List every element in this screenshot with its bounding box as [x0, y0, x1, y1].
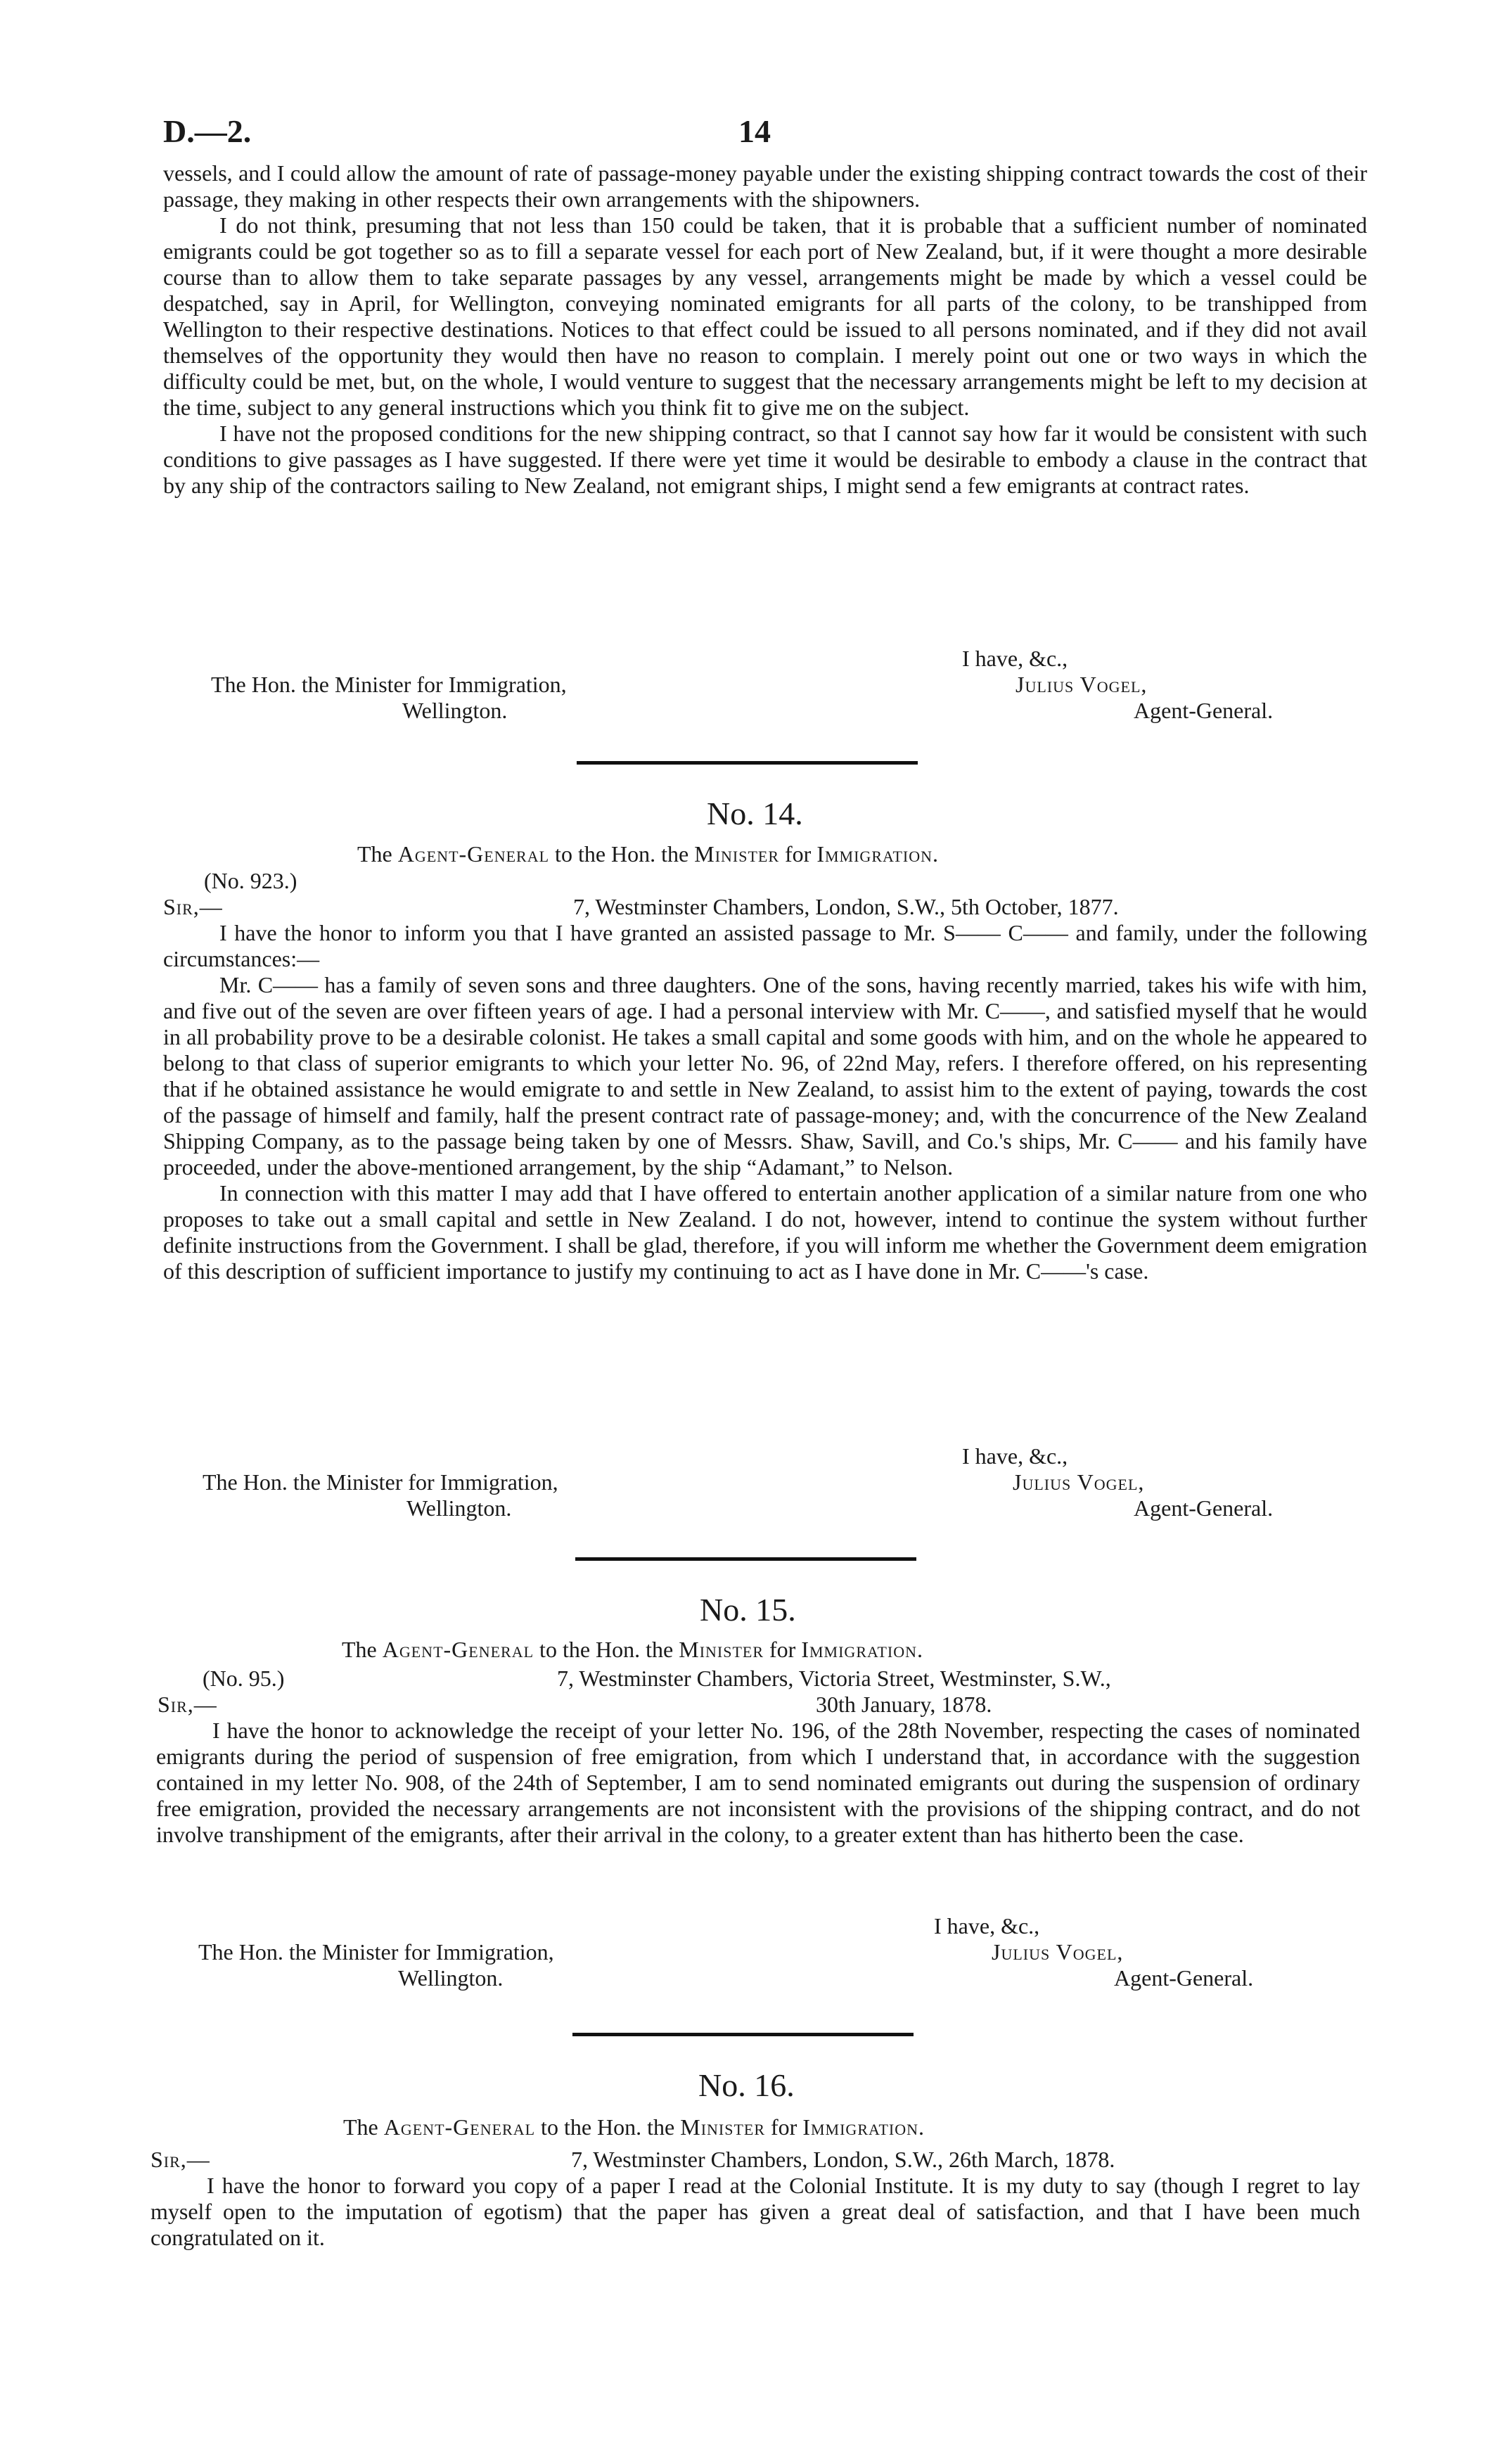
letter-paragraph: I have the honor to acknowledge the receipt of your letter No. 196, of the 28th November, respecting the cases of nominated emigrants during the period of suspension of free emigration, from which I understand that, in accordance with the suggestion contained in my letter No. 908, of the 24th of September, I am to send nominated emigrants out during the suspension of ordinary free emigration, provided the necessary arrangements are not inconsistent with the provisions of the shipping contract, and do not involve transhipment of the emigrants, after their arrival in the colony, to a greater extent than has hitherto been the case.: [156, 1718, 1360, 1847]
letter-reference: (No. 95.): [203, 1666, 285, 1691]
intro-signer-title: Agent-General.: [1134, 698, 1274, 723]
letter-paragraph: I have the honor to inform you that I have granted an assisted passage to Mr. S—— C—— and family, under the following circumstances:—: [163, 920, 1367, 971]
letter15-body: [156, 1718, 1360, 1848]
letter16-body: [150, 2173, 1360, 2251]
letter-signer: Julius Vogel,: [1013, 1469, 1145, 1495]
letter-city: Wellington.: [406, 1495, 512, 1521]
section-divider: [572, 2033, 914, 2036]
letter-signer-title: Agent-General.: [1134, 1495, 1274, 1521]
section-divider: [577, 761, 918, 765]
address-date: 7, Westminster Chambers, London, S.W., 26th March, 1878.: [571, 2147, 1115, 2172]
intro-body: [163, 160, 1367, 499]
letter-title: The Agent-General to the Hon. the Minister for Immigration.: [357, 841, 939, 867]
intro-closing: I have, &c.,: [962, 646, 1068, 671]
letter-paragraph: I have the honor to forward you copy of a paper I read at the Colonial Institute. It is my duty to say (though I regret to lay myself open to the imputation of egotism) that the paper has given a great deal of satisfaction, and that I have been much congratulated on it.: [150, 2173, 1360, 2250]
salutation: Sir,—: [163, 894, 223, 919]
address-date: 7, Westminster Chambers, London, S.W., 5th October, 1877.: [573, 894, 1119, 919]
intro-city: Wellington.: [402, 698, 508, 723]
intro-paragraph: I have not the proposed conditions for the new shipping contract, so that I cannot say how far it would be consistent with such conditions to give passages as I have suggested. If there were yet time it would be desirable to embody a clause in the contract that by any ship of the contractors sailing to New Zealand, not emigrant ships, I might send a few emigrants at contract rates.: [163, 421, 1367, 498]
letter14-body: [163, 920, 1367, 1284]
intro-signer: Julius Vogel,: [1016, 672, 1148, 697]
section-divider: [575, 1557, 916, 1561]
letter-closing: I have, &c.,: [934, 1913, 1040, 1939]
letter-paragraph: In connection with this matter I may add that I have offered to entertain another application of a similar nature from one who proposes to take out a small capital and settle in New Zealand. I do not, however, intend to continue the system without further definite instructions from the Government. I shall be glad, therefore, if you will inform me whether the Government deem emigration of this description of sufficient importance to justify my continuing to act as I have done in Mr. C——'s case.: [163, 1180, 1367, 1284]
letter-addressee: The Hon. the Minister for Immigration,: [203, 1469, 558, 1495]
page-number: 14: [738, 113, 771, 149]
salutation: Sir,—: [158, 1692, 217, 1717]
intro-paragraph: I do not think, presuming that not less than 150 could be taken, that it is probable that a sufficient number of nominated emigrants could be got together so as to fill a separate vessel for each port of New Zealand, but, if it were thought a more desirable course than to allow them to take separate passages by any vessel, arrangements might be made by which a vessel could be despatched, say in April, for Wellington, conveying nominated emigrants for all parts of the colony, to be transhipped from Wellington to their respective destinations. Notices to that effect could be issued to all persons nominated, and if they did not avail themselves of the opportunity they would then have no reason to complain. I merely point out one or two ways in which the difficulty could be met, but, on the whole, I would venture to suggest that the necessary arrangements might be left to my decision at the time, subject to any general instructions which you think fit to give me on the subject.: [163, 212, 1367, 420]
letter-city: Wellington.: [398, 1965, 504, 1991]
letter-title: The Agent-General to the Hon. the Minister for Immigration.: [343, 2114, 925, 2140]
address: 7, Westminster Chambers, Victoria Street, Westminster, S.W.,: [557, 1666, 1111, 1691]
salutation: Sir,—: [150, 2147, 210, 2172]
letter-addressee: The Hon. the Minister for Immigration,: [198, 1939, 554, 1965]
letter-signer: Julius Vogel,: [992, 1939, 1124, 1965]
letter-reference: (No. 923.): [204, 868, 297, 893]
intro-paragraph: vessels, and I could allow the amount of rate of passage-money payable under the existing shipping contract towards the cost of their passage, they making in other respects their own arrangements with the shipowners.: [163, 160, 1367, 212]
intro-addressee: The Hon. the Minister for Immigration,: [211, 672, 567, 697]
letter-title: The Agent-General to the Hon. the Minister for Immigration.: [342, 1637, 923, 1662]
letter-paragraph: Mr. C—— has a family of seven sons and three daughters. One of the sons, having recently married, takes his wife with him, and five out of the seven are over fifteen years of age. I had a personal interview with Mr. C——, and satisfied myself that he would in all probability prove to be a desirable colonist. He takes a small capital and some goods with him, and on the whole he appeared to belong to that class of superior emigrants to which your letter No. 96, of 22nd May, refers. I therefore offered, on his representing that if he obtained assistance he would emigrate to and settle in New Zealand, to assist him to the extent of paying, towards the cost of the passage of himself and family, half the present contract rate of passage-money; and, with the concurrence of the New Zealand Shipping Company, as to the passage being taken by one of Messrs. Shaw, Savill, and Co.'s ships, Mr. C—— and his family have proceeded, under the above-mentioned arrangement, by the ship “Adamant,” to Nelson.: [163, 972, 1367, 1180]
letter-closing: I have, &c.,: [962, 1443, 1068, 1469]
letter-number: No. 15.: [700, 1592, 796, 1628]
letter-number: No. 14.: [707, 796, 803, 831]
document-code: D.—2.: [163, 113, 252, 149]
letter-signer-title: Agent-General.: [1114, 1965, 1254, 1991]
letter-date: 30th January, 1878.: [816, 1692, 992, 1717]
letter-number: No. 16.: [698, 2067, 795, 2103]
